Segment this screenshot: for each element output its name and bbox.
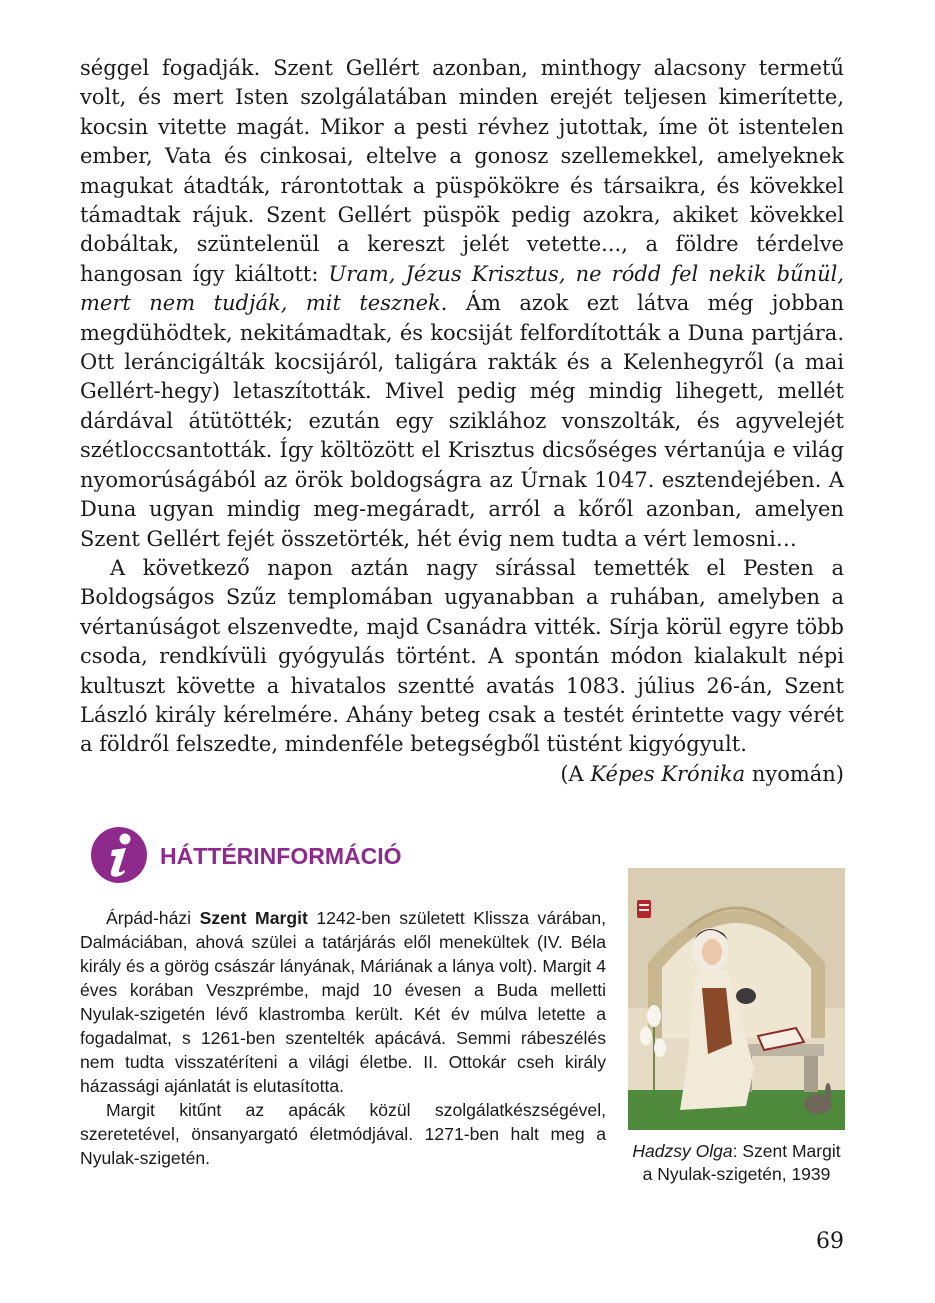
painting-illustration xyxy=(628,868,845,1130)
caption-author: Hadzsy Olga xyxy=(632,1141,733,1161)
info-paragraph-1: Árpád-házi Szent Margit 1242-ben született Klissza várában, Dalmáciában, ahová szülei a tatárjárás elől menekültek (IV. Béla király és a görög császár lányának, Máriának a lánya volt). Margit 4 éves korában Veszprémbe, majd 10 évesen a Buda melletti Nyulak-szigetén lévő klastromba került. Két év múlva letette a fogadalmat, s 1261-ben szentelték apácává. Semmi rábeszélés nem tudta visszatéríteni a világi életbe. II. Ottokár cseh király házassági ajánlatát is elutasította. xyxy=(80,908,606,1096)
source-citation: (A Képes Krónika nyomán) xyxy=(560,762,844,786)
info-heading: HÁTTÉRINFORMÁCIÓ xyxy=(160,843,402,869)
paragraph-1 xyxy=(80,54,844,554)
info-paragraph-2: Margit kitűnt az apácák közül szolgálatkészségével, szeretetével, önsanyargató életmódjával. 1271-ben halt meg a Nyulak-szigetén. xyxy=(80,1100,606,1168)
painting-caption: Hadzsy Olga: Szent Margit a Nyulak-szigetén, 1939 xyxy=(632,1141,841,1184)
paragraph-1-text: séggel fogadják. Szent Gellért azonban, minthogy alacsony termetű volt, és mert Isten szolgálatában minden erejét teljesen kimerítette, kocsin vitette magát. Mikor a pesti révhez jutottak, íme öt istentelen ember, Vata és cinkosai, eltelve a gonosz szellemekkel, amelyeknek magukat átadták, rárontottak a püspökökre és társaikra, és kövekkel támadtak rájuk. Szent Gellért püspök pedig azokra, akiket kövekkel dobáltak, szüntelenül a kereszt jelét vetette..., a földre térdelve hangosan így kiáltott: xyxy=(80,56,844,286)
info-bold-name: Szent Margit xyxy=(199,908,308,928)
paragraph-2: A következő napon aztán nagy sírással temették el Pesten a Boldogságos Szűz templomában ugyanabban a ruhában, amelyben a vértanúságot elszenvedte, majd Csanádra vitték. Sírja körül egyre több csoda, rendkívüli gyógyulás történt. A spontán módon kialakult népi kultuszt követte a hivatalos szentté avatás 1083. július 26-án, Szent László király kérelmére. Ahány beteg csak a testét érintette vagy vérét a földről felszedte, mindenféle betegségből tüstént kigyógyult. xyxy=(80,555,844,757)
painting-image xyxy=(628,868,845,1130)
source-title: Képes Krónika xyxy=(590,762,746,786)
main-text xyxy=(80,54,844,760)
info-text xyxy=(80,906,606,1170)
quote: Uram, Jézus Krisztus, ne ródd fel nekik bűnül, mert nem tudják, mit tesznek xyxy=(80,261,844,316)
info-i-icon xyxy=(90,826,148,884)
page-number: 69 xyxy=(816,1229,844,1254)
paragraph-1-text-end: . Ám azok ezt látva még jobban megdühödtek, nekitámadtak, és kocsiját felfordították a Duna partjára. Ott leráncigálták kocsijáról, taligára rakták és a Kelenhegyről (a mai Gellért-hegy) letaszították. Mivel pedig még mindig lihegett, mellét dárdával átütötték; ezután egy sziklához vonszolták, és agyvelejét szétloccsantották. Így költözött el Krisztus dicsőséges vértanúja e világ nyomorúságából az örök boldogságra az Úrnak 1047. esztendejében. A Duna ugyan mindig meg-megáradt, arról a kőről azonban, amelyen Szent Gellért fejét összetörték, hét évig nem tudta a vért lemosni… xyxy=(80,291,844,551)
